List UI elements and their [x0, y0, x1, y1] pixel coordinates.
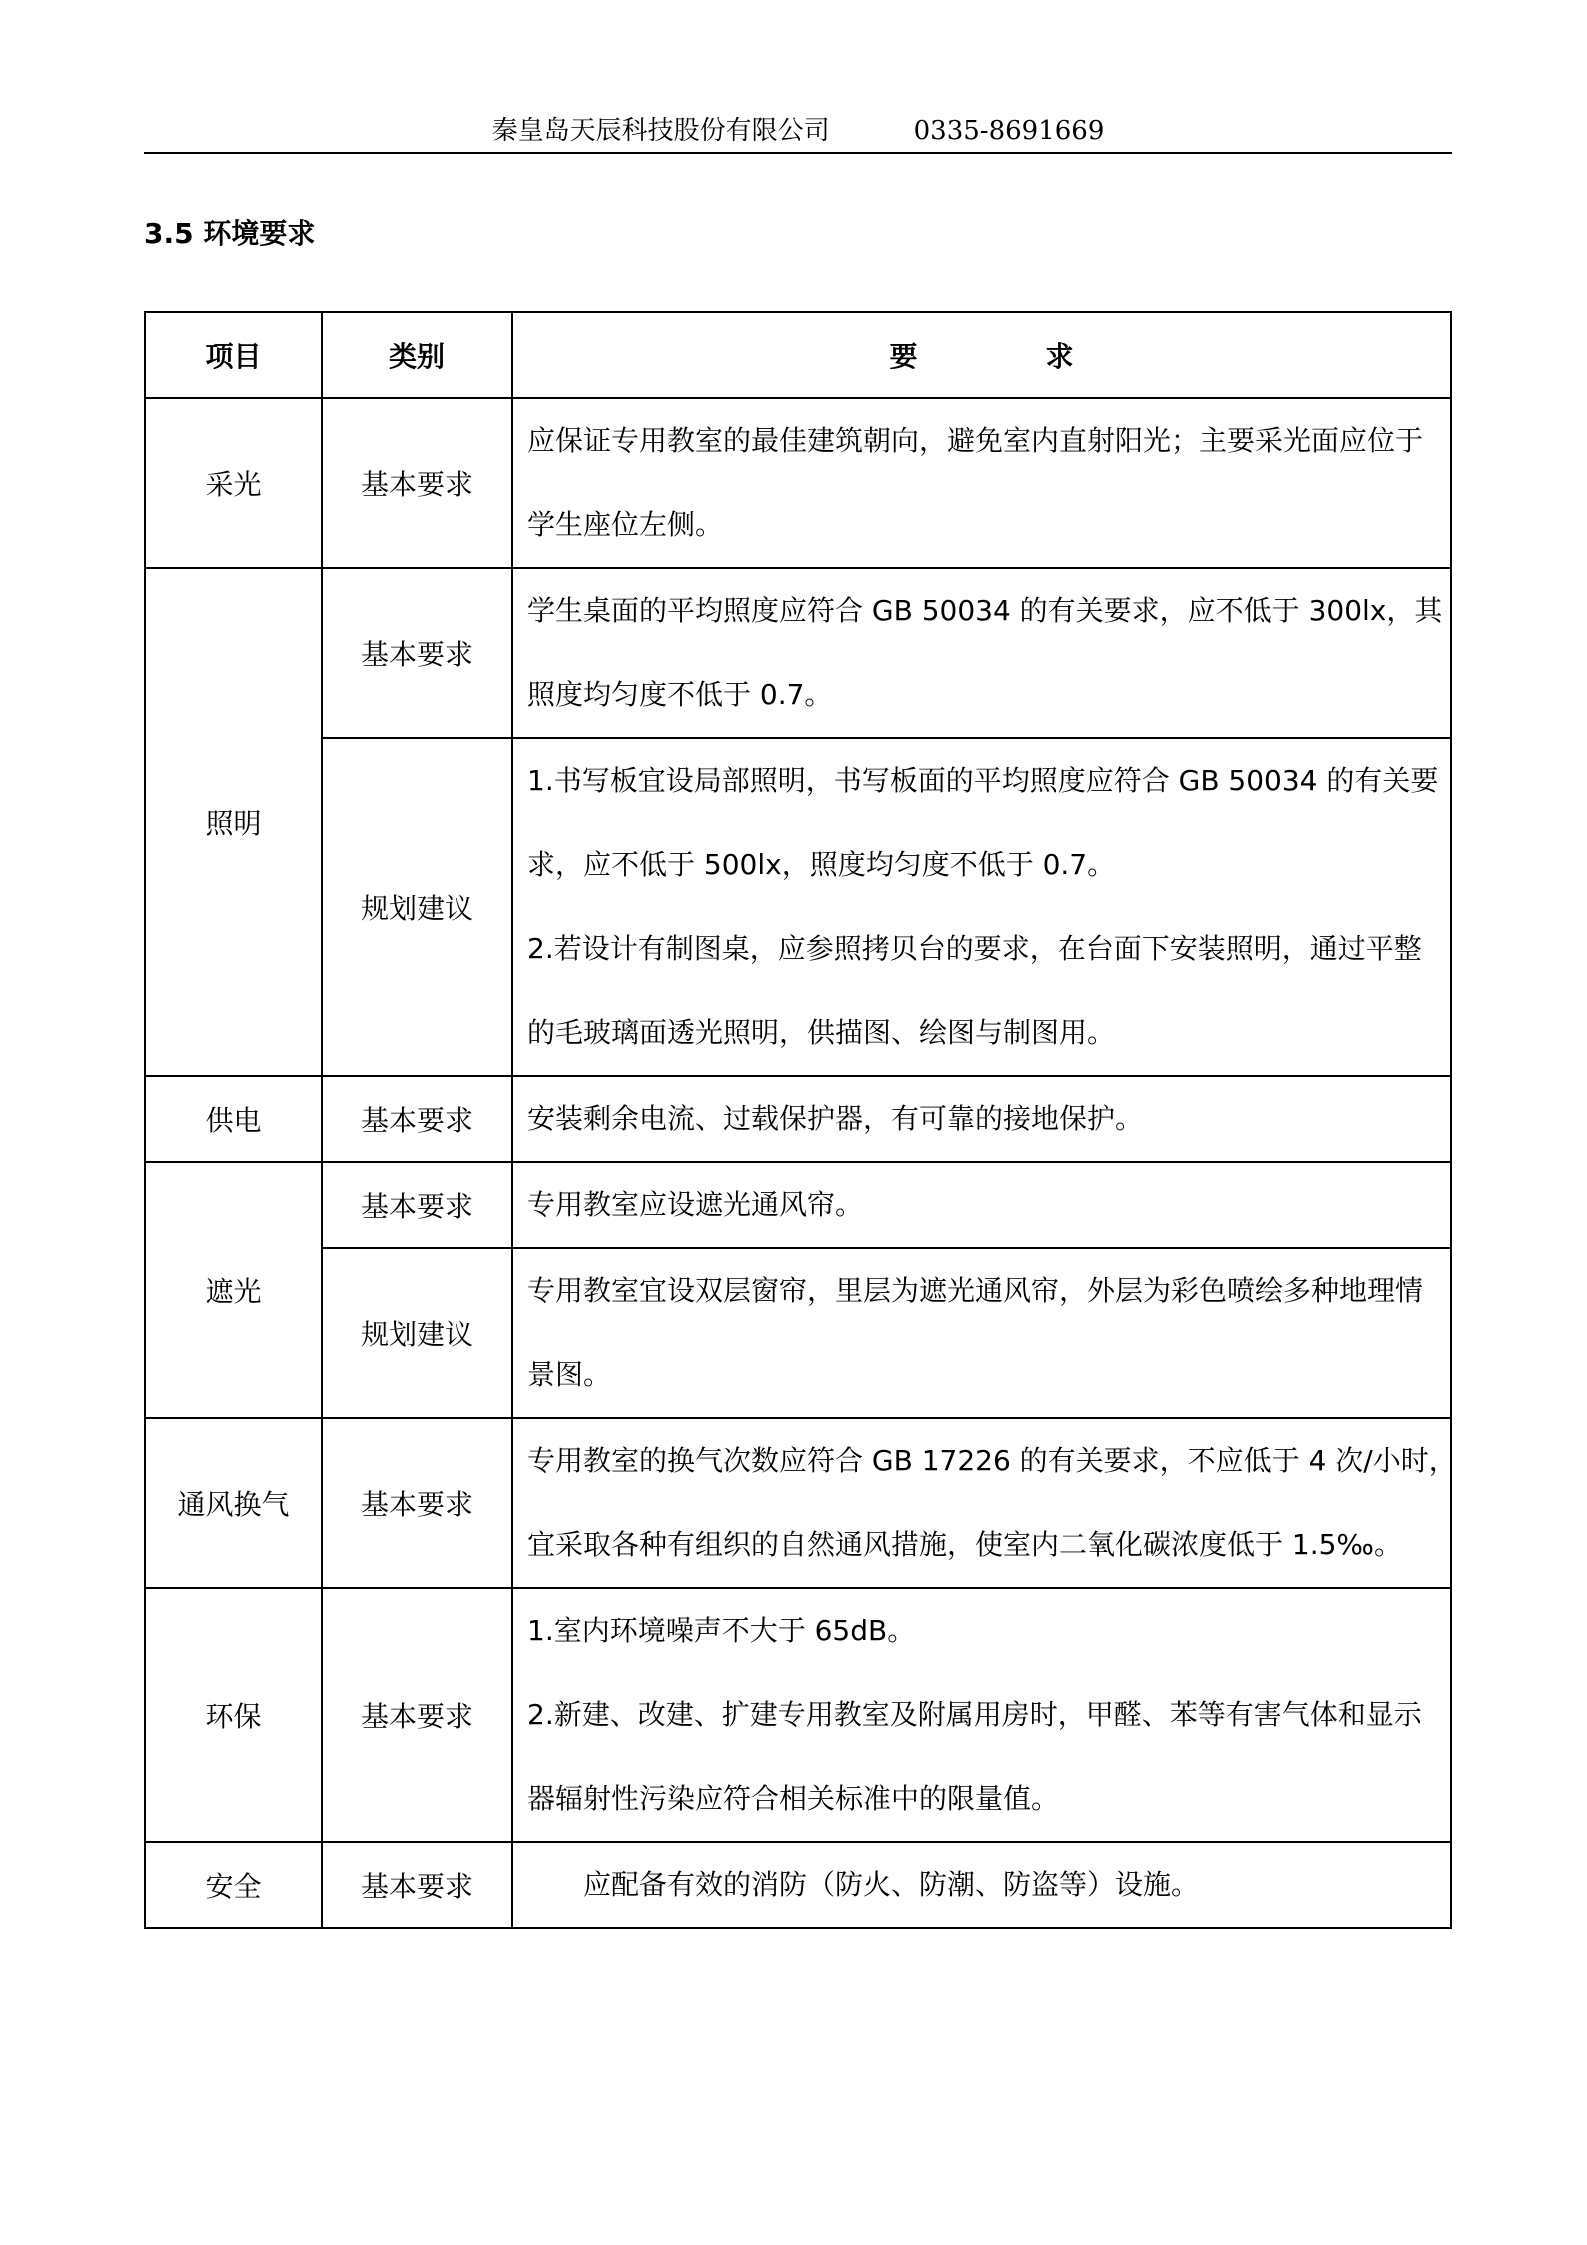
item-cell: 遮光 [145, 1162, 322, 1418]
section-title: 3.5 环境要求 [144, 217, 316, 250]
table-row [145, 1162, 1451, 1248]
requirement-line: 学生座位左侧。 [527, 508, 724, 541]
requirement-cell [512, 1162, 1451, 1248]
company-phone: 0335-8691669 [913, 116, 1105, 146]
requirement-cell [512, 1248, 1451, 1418]
requirement-cell [512, 1842, 1451, 1928]
category-cell: 基本要求 [322, 1076, 512, 1162]
category-cell: 基本要求 [322, 568, 512, 738]
table-row [145, 568, 1451, 738]
requirement-line: 2.新建、改建、扩建专用教室及附属用房时，甲醛、苯等有害气体和显示 [527, 1698, 1422, 1731]
requirements-table [144, 311, 1457, 1929]
header-requirement: 要 求 [512, 312, 1451, 398]
table-row [145, 1076, 1451, 1162]
table-row [145, 1842, 1451, 1928]
requirement-cell [512, 1588, 1451, 1842]
requirement-line: 照度均匀度不低于 0.7。 [527, 678, 833, 711]
page-header [144, 110, 1452, 154]
requirement-line: 应配备有效的消防（防火、防潮、防盗等）设施。 [583, 1868, 1200, 1901]
requirement-line: 专用教室宜设双层窗帘，里层为遮光通风帘，外层为彩色喷绘多种地理情 [527, 1274, 1424, 1307]
category-cell: 基本要求 [322, 1842, 512, 1928]
requirement-cell [512, 1418, 1457, 1588]
item-cell: 通风换气 [145, 1418, 322, 1588]
category-cell: 基本要求 [322, 1418, 512, 1588]
table-row [145, 1248, 1451, 1418]
item-cell: 供电 [145, 1076, 322, 1162]
requirement-cell [512, 398, 1451, 568]
item-cell: 安全 [145, 1842, 322, 1928]
requirement-line: 专用教室的换气次数应符合 GB 17226 的有关要求，不应低于 4 次/小时， [527, 1444, 1457, 1477]
category-cell: 规划建议 [322, 1248, 512, 1418]
category-cell: 基本要求 [322, 398, 512, 568]
requirement-line: 宜采取各种有组织的自然通风措施，使室内二氧化碳浓度低于 1.5‰。 [527, 1528, 1403, 1561]
header-category: 类别 [322, 312, 512, 398]
requirement-line: 学生桌面的平均照度应符合 GB 50034 的有关要求，应不低于 300lx，其 [527, 594, 1443, 627]
requirement-line: 1.书写板宜设局部照明，书写板面的平均照度应符合 GB 50034 的有关要 [527, 764, 1439, 797]
table-row [145, 1588, 1451, 1842]
table-row [145, 398, 1451, 568]
requirement-cell [512, 1076, 1451, 1162]
table-row [145, 738, 1451, 1076]
header-item: 项目 [145, 312, 322, 398]
item-cell: 环保 [145, 1588, 322, 1842]
table-row [145, 1418, 1451, 1588]
requirement-cell [512, 568, 1451, 738]
requirement-line: 专用教室应设遮光通风帘。 [527, 1188, 864, 1221]
requirement-line: 应保证专用教室的最佳建筑朝向，避免室内直射阳光；主要采光面应位于 [527, 424, 1424, 457]
table-header-row [145, 312, 1451, 398]
category-cell: 基本要求 [322, 1588, 512, 1842]
requirement-line: 求，应不低于 500lx，照度均匀度不低于 0.7。 [527, 848, 1116, 881]
requirement-line: 的毛玻璃面透光照明，供描图、绘图与制图用。 [527, 1016, 1116, 1049]
requirement-line: 安装剩余电流、过载保护器，有可靠的接地保护。 [527, 1102, 1144, 1135]
category-cell: 基本要求 [322, 1162, 512, 1248]
requirement-line: 景图。 [527, 1358, 612, 1391]
requirement-line: 2.若设计有制图桌，应参照拷贝台的要求，在台面下安装照明，通过平整 [527, 932, 1422, 965]
item-cell: 照明 [145, 568, 322, 1076]
requirement-line: 器辐射性污染应符合相关标准中的限量值。 [527, 1782, 1060, 1815]
company-name: 秦皇岛天辰科技股份有限公司 [491, 116, 830, 146]
category-cell: 规划建议 [322, 738, 512, 1076]
requirement-cell [512, 738, 1451, 1076]
requirement-line: 1.室内环境噪声不大于 65dB。 [527, 1614, 916, 1647]
item-cell: 采光 [145, 398, 322, 568]
